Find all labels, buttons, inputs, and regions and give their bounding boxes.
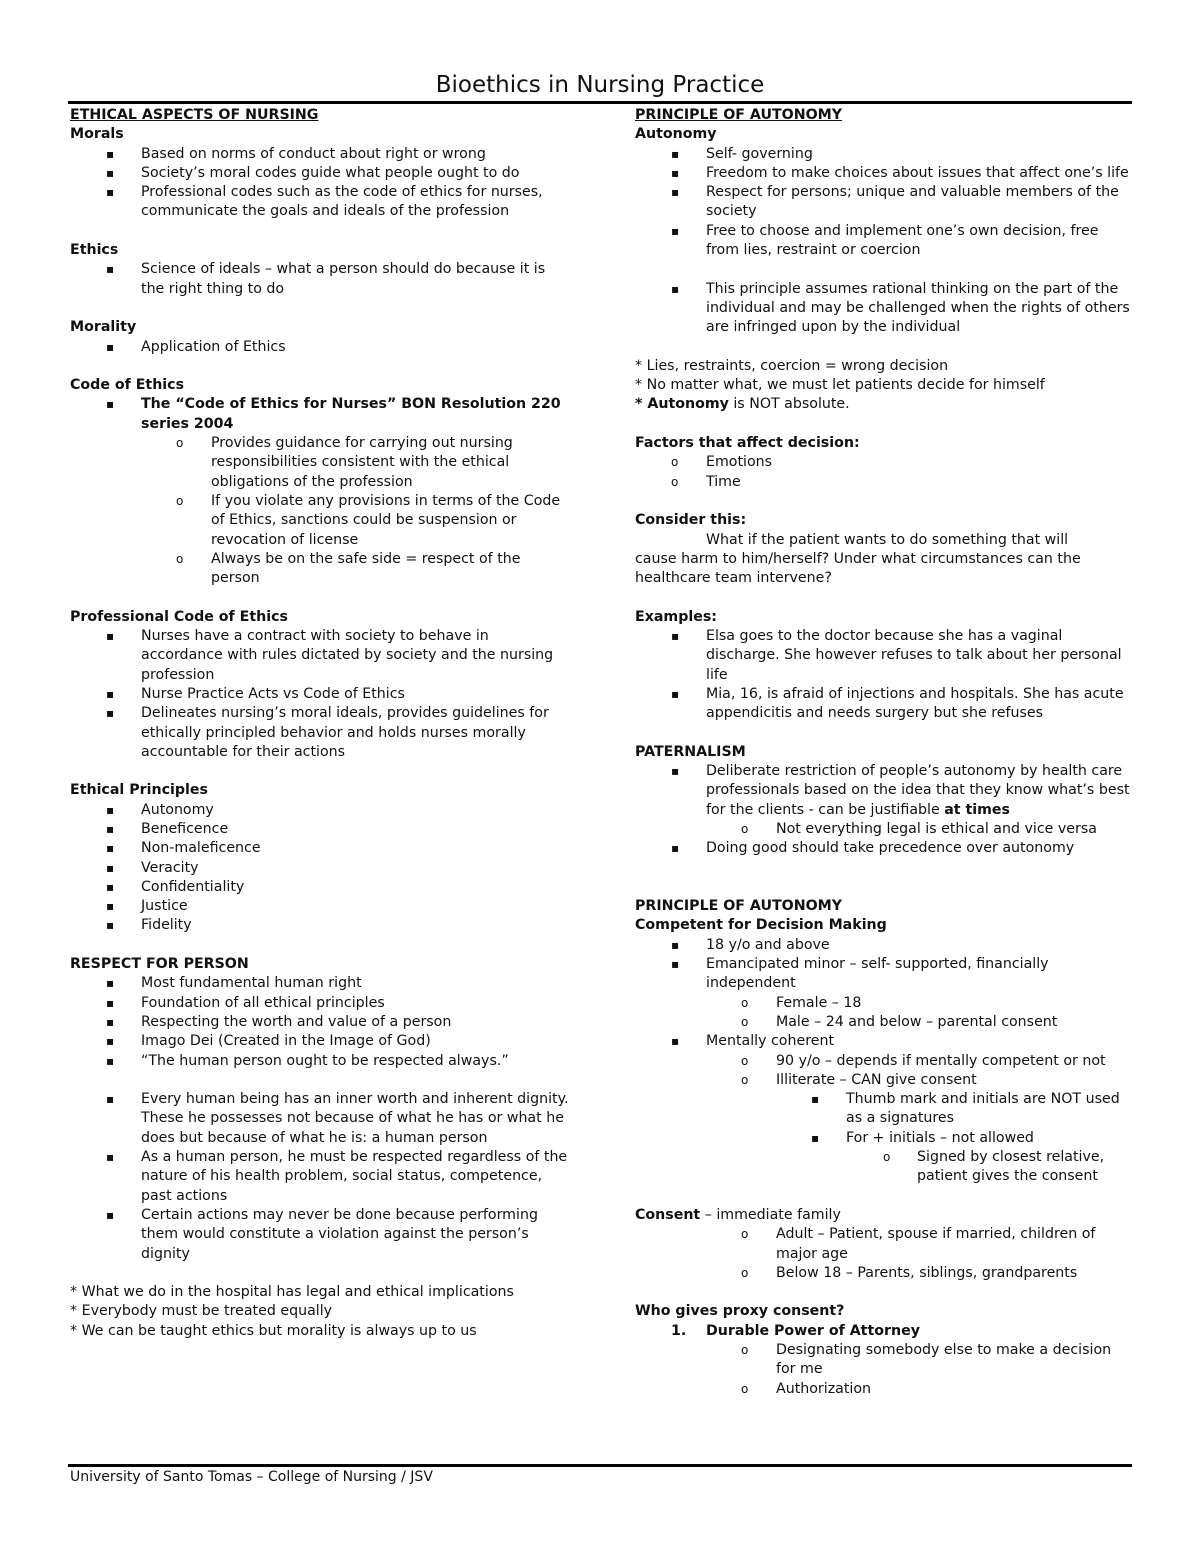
- list-number: 1.: [671, 1322, 687, 1339]
- bullet-circle-icon: o: [741, 821, 749, 836]
- heading-proxy-consent: Who gives proxy consent?: [635, 1303, 845, 1320]
- right-column: [635, 106, 1130, 1399]
- list-item: ▪ Foundation of all ethical principles: [70, 994, 570, 1013]
- list-item: ▪ Elsa goes to the doctor because she has a vaginal discharge. She however refuses to talk about her personal life: [671, 628, 1122, 683]
- bullet-circle-icon: o: [741, 1381, 749, 1396]
- bullet-square-icon: ▪: [106, 879, 115, 894]
- bullet-square-icon: ▪: [106, 1092, 115, 1107]
- bullet-circle-icon: o: [671, 474, 679, 489]
- bullet-circle-icon: o: [741, 1053, 749, 1068]
- footer-rule: [68, 1464, 1132, 1467]
- bullet-square-icon: ▪: [671, 629, 680, 644]
- list-item: ▪ Respecting the worth and value of a person: [70, 1013, 570, 1032]
- list-item: ▪ Science of ideals – what a person should do because it is the right thing to do: [106, 261, 546, 297]
- bullet-circle-icon: o: [741, 1014, 749, 1029]
- bullet-circle-icon: o: [741, 995, 749, 1010]
- bullet-square-icon: ▪: [811, 1130, 820, 1145]
- heading-competent: Competent for Decision Making: [635, 917, 887, 934]
- bullet-square-icon: ▪: [671, 1034, 680, 1049]
- bullet-circle-icon: o: [883, 1150, 891, 1165]
- list-item: ▪ As a human person, he must be respected regardless of the nature of his health problem, social status, competence, past actions: [106, 1149, 568, 1204]
- bullet-square-icon: ▪: [671, 146, 680, 161]
- list-item: ▪ Deliberate restriction of people’s autonomy by health care professionals based on the idea that they know what’s best for the clients - can be justifiable at times: [671, 763, 1130, 818]
- page-title: Bioethics in Nursing Practice: [435, 72, 765, 98]
- header-rule: [68, 101, 1132, 104]
- list-item: o Male – 24 and below – parental consent: [635, 1013, 1130, 1032]
- bullet-square-icon: ▪: [106, 706, 115, 721]
- list-item: ▪ Respect for persons; unique and valuable members of the society: [671, 184, 1119, 220]
- bullet-square-icon: ▪: [671, 764, 680, 779]
- list-item: ▪ Imago Dei (Created in the Image of God): [70, 1032, 570, 1051]
- bullet-circle-icon: o: [176, 493, 184, 508]
- bullet-square-icon: ▪: [106, 185, 115, 200]
- bullet-square-icon: ▪: [106, 899, 115, 914]
- list-item: ▪ Non-maleficence: [70, 839, 570, 858]
- heading-consider-this: Consider this:: [635, 512, 747, 529]
- list-item: ▪ Beneficence: [70, 820, 570, 839]
- list-item: o Illiterate – CAN give consent: [635, 1071, 1130, 1090]
- list-item: ▪ Nurses have a contract with society to behave in accordance with rules dictated by society and the nursing profession: [106, 628, 554, 683]
- list-item: ▪ Thumb mark and initials are NOT used as a signatures: [811, 1091, 1120, 1127]
- heading-code-of-ethics: Code of Ethics: [70, 377, 185, 394]
- bullet-square-icon: ▪: [671, 957, 680, 972]
- bullet-square-icon: ▪: [671, 281, 680, 296]
- bullet-square-icon: ▪: [106, 802, 115, 817]
- bullet-square-icon: ▪: [106, 918, 115, 933]
- heading-morals: Morals: [70, 126, 124, 143]
- list-item: o Female – 18: [635, 994, 1130, 1013]
- list-item: ▪ Confidentiality: [70, 878, 570, 897]
- list-item: ▪ Mia, 16, is afraid of injections and hospitals. She has acute appendicitis and needs surgery but she refuses: [671, 685, 1124, 722]
- paragraph-first-line: What if the patient wants to do something that will: [706, 531, 1069, 548]
- heading-morality: Morality: [70, 319, 137, 336]
- bullet-square-icon: ▪: [106, 1034, 115, 1049]
- heading-examples: Examples:: [635, 608, 717, 625]
- list-item: ▪ “The human person ought to be respected always.”: [70, 1052, 570, 1071]
- note: * Everybody must be treated equally: [70, 1303, 333, 1320]
- consent-line: Consent – immediate family: [635, 1206, 841, 1223]
- list-item: o Below 18 – Parents, siblings, grandparents: [635, 1264, 1130, 1283]
- list-item: o 90 y/o – depends if mentally competent or not: [635, 1052, 1130, 1071]
- bullet-circle-icon: o: [741, 1265, 749, 1280]
- note: * We can be taught ethics but morality is always up to us: [70, 1322, 477, 1339]
- bullet-square-icon: ▪: [106, 1150, 115, 1165]
- bullet-square-icon: ▪: [671, 223, 680, 238]
- list-item: ▪ Autonomy: [70, 801, 570, 820]
- list-item: ▪ Every human being has an inner worth and inherent dignity. These he possesses not because of what he has or what he does but because of what he is: a human person: [106, 1091, 569, 1146]
- footer-text: University of Santo Tomas – College of Nursing / JSV: [70, 1469, 433, 1485]
- bullet-square-icon: ▪: [106, 686, 115, 701]
- bullet-circle-icon: o: [741, 1343, 749, 1357]
- heading-respect-for-person: RESPECT FOR PERSON: [70, 956, 249, 973]
- list-item: ▪ Mentally coherent: [635, 1032, 1130, 1051]
- list-item: ▪ The “Code of Ethics for Nurses” BON Resolution 220 series 2004: [106, 396, 561, 432]
- left-column: [70, 106, 570, 1341]
- list-item: o Signed by closest relative, patient gives the consent: [883, 1149, 1105, 1185]
- bullet-square-icon: ▪: [106, 262, 115, 277]
- section-heading-principle-autonomy-2: PRINCIPLE OF AUTONOMY: [635, 898, 843, 915]
- list-item: ▪ For + initials – not allowed: [635, 1129, 1130, 1148]
- bullet-square-icon: ▪: [671, 165, 680, 180]
- bullet-square-icon: ▪: [106, 1207, 115, 1222]
- bullet-square-icon: ▪: [106, 146, 115, 161]
- bullet-square-icon: ▪: [106, 995, 115, 1010]
- bullet-circle-icon: o: [741, 1227, 749, 1242]
- list-item: ▪ Certain actions may never be done because performing them would constitute a violation against the person’s dignity: [106, 1206, 538, 1262]
- list-item: ▪ Professional codes such as the code of ethics for nurses, communicate the goals and ideals of the profession: [106, 184, 543, 220]
- list-item: o Emotions: [635, 453, 1130, 472]
- section-heading-ethical-aspects: ETHICAL ASPECTS OF NURSING: [70, 107, 319, 123]
- list-item: o Designating somebody else to make a decision for me: [741, 1342, 1112, 1378]
- bullet-circle-icon: o: [176, 551, 184, 566]
- bullet-square-icon: ▪: [811, 1092, 820, 1107]
- bullet-square-icon: ▪: [106, 397, 115, 412]
- bullet-square-icon: ▪: [106, 976, 115, 991]
- list-item: 1. Durable Power of Attorney: [635, 1322, 1130, 1341]
- paragraph: cause harm to him/herself? Under what circumstances can the healthcare team intervene?: [635, 550, 1081, 587]
- bullet-square-icon: ▪: [671, 686, 680, 701]
- bullet-square-icon: ▪: [671, 937, 680, 952]
- bullet-square-icon: ▪: [106, 1053, 115, 1068]
- heading-professional-code: Professional Code of Ethics: [70, 608, 288, 625]
- heading-ethics: Ethics: [70, 242, 119, 259]
- list-item: o If you violate any provisions in terms of the Code of Ethics, sanctions could be suspension or revocation of license: [176, 492, 561, 548]
- list-item: ▪ Application of Ethics: [70, 338, 570, 357]
- list-item: o Not everything legal is ethical and vice versa: [635, 820, 1130, 839]
- bullet-square-icon: ▪: [106, 165, 115, 180]
- list-item: ▪ Freedom to make choices about issues that affect one’s life: [635, 164, 1130, 183]
- list-item: ▪ Justice: [70, 897, 570, 916]
- bullet-square-icon: ▪: [106, 1014, 115, 1029]
- bullet-square-icon: ▪: [106, 629, 115, 644]
- list-item: ▪ 18 y/o and above: [635, 936, 1130, 955]
- list-item: ▪ Free to choose and implement one’s own decision, free from lies, restraint or coercion: [671, 222, 1099, 259]
- list-item: ▪ Veracity: [70, 859, 570, 878]
- note: * Lies, restraints, coercion = wrong decision: [635, 357, 949, 374]
- note: * Autonomy is NOT absolute.: [635, 396, 850, 413]
- bullet-circle-icon: o: [176, 436, 184, 451]
- list-item: ▪ Doing good should take precedence over autonomy: [635, 839, 1130, 858]
- section-heading-principle-autonomy: PRINCIPLE OF AUTONOMY: [635, 107, 843, 123]
- list-item: o Provides guidance for carrying out nursing responsibilities consistent with the ethical obligations of the profession: [176, 435, 513, 490]
- heading-paternalism: PATERNALISM: [635, 743, 746, 760]
- list-item: ▪ Based on norms of conduct about right or wrong: [70, 145, 570, 164]
- note: * No matter what, we must let patients decide for himself: [635, 377, 1045, 394]
- heading-autonomy: Autonomy: [635, 126, 717, 143]
- bullet-square-icon: ▪: [106, 860, 115, 875]
- list-item: o Always be on the safe side = respect of the person: [176, 550, 521, 587]
- bullet-circle-icon: o: [671, 455, 679, 470]
- heading-ethical-principles: Ethical Principles: [70, 782, 208, 799]
- bullet-square-icon: ▪: [106, 339, 115, 354]
- list-item: ▪ Emancipated minor – self- supported, financially independent: [671, 956, 1049, 992]
- list-item: ▪ Fidelity: [70, 916, 570, 935]
- bullet-square-icon: ▪: [671, 841, 680, 856]
- bullet-circle-icon: o: [741, 1072, 749, 1087]
- bullet-square-icon: ▪: [106, 821, 115, 836]
- list-item: o Time: [635, 473, 1130, 492]
- list-item: ▪ This principle assumes rational thinking on the part of the individual and may be challenged when the rights of others are infringed upon by the individual: [671, 280, 1130, 336]
- bullet-square-icon: ▪: [106, 841, 115, 856]
- list-item: o Authorization: [635, 1380, 1130, 1399]
- note: * What we do in the hospital has legal and ethical implications: [70, 1284, 514, 1301]
- list-item: ▪ Self- governing: [635, 145, 1130, 164]
- list-item: ▪ Society’s moral codes guide what people ought to do: [70, 164, 570, 183]
- list-item: o Adult – Patient, spouse if married, children of major age: [741, 1226, 1096, 1262]
- heading-factors: Factors that affect decision:: [635, 435, 860, 452]
- bullet-square-icon: ▪: [671, 185, 680, 200]
- list-item: ▪ Nurse Practice Acts vs Code of Ethics: [70, 685, 570, 704]
- list-item: ▪ Delineates nursing’s moral ideals, provides guidelines for ethically principled behavior and holds nurses morally accountable for their actions: [106, 705, 549, 760]
- list-item: ▪ Most fundamental human right: [70, 974, 570, 993]
